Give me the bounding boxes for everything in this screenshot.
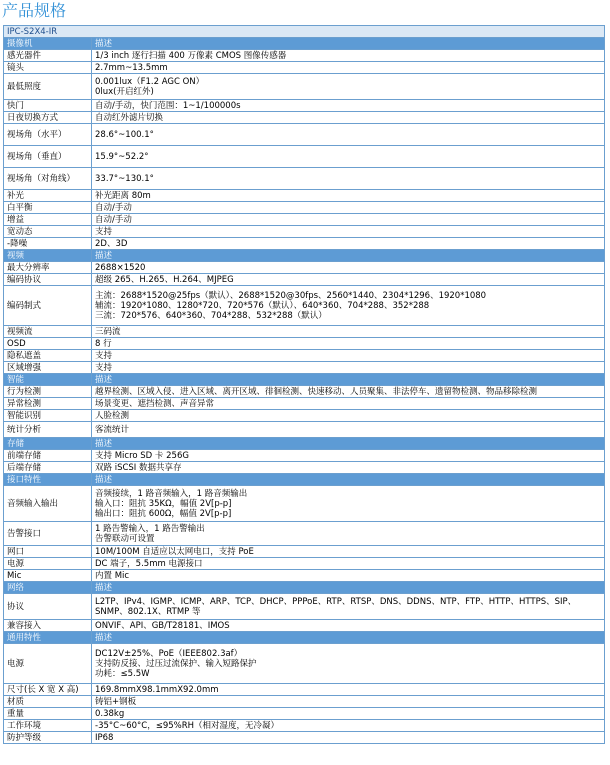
section-header-row: [4, 474, 605, 486]
spec-label: 材质: [4, 696, 92, 708]
section-description: 描述: [92, 438, 605, 450]
section-header-row: [4, 632, 605, 644]
spec-label: 防护等级: [4, 732, 92, 744]
spec-value: [92, 168, 605, 190]
spec-value: [92, 112, 605, 124]
section-label: 视频: [4, 250, 92, 262]
spec-value-line: 自动/手动: [95, 202, 132, 213]
spec-row: [4, 558, 605, 570]
spec-value-line: 告警联动可设置: [95, 533, 155, 544]
spec-row: [4, 62, 605, 74]
spec-value-line: 8 行: [95, 338, 112, 349]
spec-label: 告警接口: [4, 522, 92, 546]
spec-value: [92, 286, 605, 326]
spec-row: [4, 50, 605, 62]
spec-value: [92, 146, 605, 168]
spec-label: 统计分析: [4, 422, 92, 438]
spec-label: 后端存储: [4, 462, 92, 474]
spec-value: [92, 696, 605, 708]
spec-label: -降噪: [4, 238, 92, 250]
spec-value-line: 33.7°~130.1°: [95, 173, 154, 184]
spec-value: [92, 338, 605, 350]
section-header-row: [4, 374, 605, 386]
spec-value-line: L2TP、IPv4、IGMP、ICMP、ARP、TCP、DHCP、PPPoE、RTP、RTSP、DNS、DDNS、NTP、FTP、HTTP、HTTPS、SIP、: [95, 596, 577, 607]
spec-row: [4, 146, 605, 168]
spec-value: [92, 594, 605, 620]
spec-label: 协议: [4, 594, 92, 620]
spec-label: 异常检测: [4, 398, 92, 410]
spec-value-line: 双路 iSCSI 数据共享存: [95, 462, 182, 473]
spec-value-line: 15.9°~52.2°: [95, 151, 149, 162]
spec-row: [4, 190, 605, 202]
spec-value-line: 自动红外滤片切换: [95, 112, 164, 123]
section-label: 通用特性: [4, 632, 92, 644]
spec-label: 编码制式: [4, 286, 92, 326]
spec-value: [92, 398, 605, 410]
spec-row: [4, 570, 605, 582]
spec-row: [4, 350, 605, 362]
spec-label: 工作环境: [4, 720, 92, 732]
spec-label: Mic: [4, 570, 92, 582]
spec-value: [92, 274, 605, 286]
spec-label: OSD: [4, 338, 92, 350]
spec-row: [4, 410, 605, 422]
spec-value: [92, 422, 605, 438]
spec-label: 兼容接入: [4, 620, 92, 632]
section-label: 摄像机: [4, 38, 92, 50]
spec-value-line: DC12V±25%、PoE（IEEE802.3af）: [95, 648, 243, 659]
spec-value: [92, 74, 605, 100]
spec-label: 日夜切换方式: [4, 112, 92, 124]
spec-value: [92, 570, 605, 582]
section-header-row: [4, 250, 605, 262]
spec-row: [4, 226, 605, 238]
spec-value: [92, 100, 605, 112]
spec-row: [4, 732, 605, 744]
spec-row: [4, 214, 605, 226]
spec-value-line: 客流统计: [95, 424, 130, 435]
spec-value-line: 输出口：阻抗 600Ω，幅值 2V[p-p]: [95, 508, 232, 519]
spec-value-line: 0.38kg: [95, 708, 125, 719]
spec-value-line: 支持: [95, 226, 113, 237]
spec-value: [92, 262, 605, 274]
spec-value: [92, 546, 605, 558]
spec-row: [4, 338, 605, 350]
spec-row: [4, 168, 605, 190]
spec-label: 电源: [4, 558, 92, 570]
spec-row: [4, 262, 605, 274]
spec-value: [92, 326, 605, 338]
spec-value-line: 三码流: [95, 326, 121, 337]
spec-value-line: 内置 Mic: [95, 570, 130, 581]
spec-label: 视频流: [4, 326, 92, 338]
section-description: 描述: [92, 38, 605, 50]
section-description: 描述: [92, 250, 605, 262]
spec-value-line: 自动/手动: [95, 214, 132, 225]
spec-value: [92, 522, 605, 546]
spec-value: [92, 450, 605, 462]
section-label: 存储: [4, 438, 92, 450]
spec-value-line: 人脸检测: [95, 410, 130, 421]
spec-label: 快门: [4, 100, 92, 112]
spec-value-line: 1 路告警输入，1 路告警输出: [95, 523, 205, 534]
spec-value: [92, 226, 605, 238]
spec-label: 网口: [4, 546, 92, 558]
spec-value-line: 主流：2688*1520@25fps（默认）、2688*1520@30fps、2560*1440、2304*1296、1920*1080: [95, 290, 487, 301]
spec-label: 编码协议: [4, 274, 92, 286]
spec-value: [92, 350, 605, 362]
section-description: 描述: [92, 374, 605, 386]
spec-row: [4, 462, 605, 474]
spec-value-line: SNMP、802.1X、RTMP 等: [95, 606, 201, 617]
section-description: 描述: [92, 474, 605, 486]
spec-value-line: 场景变更、遮挡检测、声音异常: [95, 398, 215, 409]
spec-value: [92, 720, 605, 732]
spec-row: [4, 620, 605, 632]
spec-row: [4, 326, 605, 338]
spec-value: [92, 684, 605, 696]
spec-value-line: 2D、3D: [95, 238, 128, 249]
spec-value: [92, 202, 605, 214]
spec-row: [4, 202, 605, 214]
spec-label: 补光: [4, 190, 92, 202]
spec-label: 感光器件: [4, 50, 92, 62]
spec-value-line: 支持防反接、过压过流保护、输入短路保护: [95, 658, 257, 669]
section-header-row: [4, 582, 605, 594]
spec-label: 宽动态: [4, 226, 92, 238]
spec-value-line: -35°C~60°C，≤95%RH（相对湿度，无冷凝）: [95, 720, 280, 731]
spec-label: 重量: [4, 708, 92, 720]
spec-label: 镜头: [4, 62, 92, 74]
spec-value: [92, 732, 605, 744]
spec-label: 隐私遮盖: [4, 350, 92, 362]
spec-row: [4, 362, 605, 374]
spec-value-line: DC 端子，5.5mm 电源接口: [95, 558, 203, 569]
spec-value-line: 超级 265、H.265、H.264、MJPEG: [95, 274, 234, 285]
spec-value-line: 1/3 inch 逐行扫描 400 万像素 CMOS 图像传感器: [95, 50, 287, 61]
section-label: 网络: [4, 582, 92, 594]
spec-value-line: 2688×1520: [95, 262, 146, 273]
spec-row: [4, 398, 605, 410]
spec-value: [92, 644, 605, 684]
spec-table: [3, 25, 605, 744]
page-title: 产品规格: [2, 1, 67, 20]
spec-value: [92, 214, 605, 226]
spec-row: [4, 286, 605, 326]
section-description: 描述: [92, 632, 605, 644]
spec-value: [92, 50, 605, 62]
spec-row: [4, 124, 605, 146]
spec-label: 视场角（水平）: [4, 124, 92, 146]
spec-value-line: ONVIF、API、GB/T28181、IMOS: [95, 620, 230, 631]
spec-row: [4, 112, 605, 124]
spec-value-line: 铸铝+钢板: [95, 696, 137, 707]
spec-value: [92, 708, 605, 720]
model-row: [4, 26, 605, 38]
spec-row: [4, 422, 605, 438]
spec-value-line: 169.8mmX98.1mmX92.0mm: [95, 684, 219, 695]
spec-value: [92, 486, 605, 522]
spec-label: 最低照度: [4, 74, 92, 100]
spec-row: [4, 708, 605, 720]
spec-label: 智能识别: [4, 410, 92, 422]
spec-label: 行为检测: [4, 386, 92, 398]
spec-value: [92, 386, 605, 398]
spec-value-line: 功耗：≤5.5W: [95, 668, 150, 679]
spec-value-line: 三流：720*576、640*360、704*288、532*288（默认）: [95, 310, 327, 321]
spec-label: 白平衡: [4, 202, 92, 214]
spec-value-line: 0.001lux（F1.2 AGC ON）: [95, 76, 205, 87]
spec-value: [92, 462, 605, 474]
spec-row: [4, 684, 605, 696]
spec-row: [4, 546, 605, 558]
spec-value-line: 2.7mm~13.5mm: [95, 62, 168, 73]
section-description: 描述: [92, 582, 605, 594]
spec-row: [4, 696, 605, 708]
section-header-row: [4, 38, 605, 50]
spec-value-line: 辅流：1920*1080、1280*720、720*576（默认）、640*360、704*288、352*288: [95, 300, 430, 311]
spec-row: [4, 74, 605, 100]
spec-row: [4, 274, 605, 286]
spec-row: [4, 644, 605, 684]
spec-value: [92, 238, 605, 250]
spec-label: 视场角（垂直）: [4, 146, 92, 168]
spec-row: [4, 238, 605, 250]
section-label: 接口特性: [4, 474, 92, 486]
spec-label: 增益: [4, 214, 92, 226]
spec-row: [4, 450, 605, 462]
spec-value-line: 音频接续，1 路音频输入，1 路音频输出: [95, 488, 248, 499]
spec-value-line: 28.6°~100.1°: [95, 129, 154, 140]
spec-row: [4, 720, 605, 732]
spec-value: [92, 558, 605, 570]
spec-row: [4, 594, 605, 620]
section-label: 智能: [4, 374, 92, 386]
spec-row: [4, 100, 605, 112]
spec-label: 音频输入输出: [4, 486, 92, 522]
spec-value: [92, 362, 605, 374]
spec-label: 电源: [4, 644, 92, 684]
spec-value-line: 越界检测、区域入侵、进入区域、离开区域、徘徊检测、快速移动、人员聚集、非法停车、遗留物检测、物品移除检测: [95, 386, 538, 397]
spec-value-line: 支持: [95, 362, 113, 373]
spec-value-line: 补光距离 80m: [95, 190, 151, 201]
spec-value-line: 0lux(开启红外): [95, 86, 154, 97]
spec-value: [92, 190, 605, 202]
spec-label: 区域增强: [4, 362, 92, 374]
spec-label: 视场角（对角线）: [4, 168, 92, 190]
spec-label: 尺寸(长 X 宽 X 高): [4, 684, 92, 696]
spec-value-line: 支持: [95, 350, 113, 361]
spec-row: [4, 386, 605, 398]
model-cell: IPC-S2X4-IR: [4, 26, 605, 38]
spec-value: [92, 124, 605, 146]
spec-value-line: 输入口：阻抗 35KΩ，幅值 2V[p-p]: [95, 498, 232, 509]
spec-value: [92, 410, 605, 422]
spec-value: [92, 62, 605, 74]
spec-value-line: IP68: [95, 732, 114, 743]
spec-row: [4, 486, 605, 522]
section-header-row: [4, 438, 605, 450]
spec-value-line: 10M/100M 自适应以太网电口，支持 PoE: [95, 546, 254, 557]
spec-value-line: 支持 Micro SD 卡 256G: [95, 450, 189, 461]
spec-label: 最大分辨率: [4, 262, 92, 274]
spec-value-line: 自动/手动，快门范围：1~1/100000s: [95, 100, 241, 111]
spec-row: [4, 522, 605, 546]
spec-label: 前端存储: [4, 450, 92, 462]
spec-value: [92, 620, 605, 632]
